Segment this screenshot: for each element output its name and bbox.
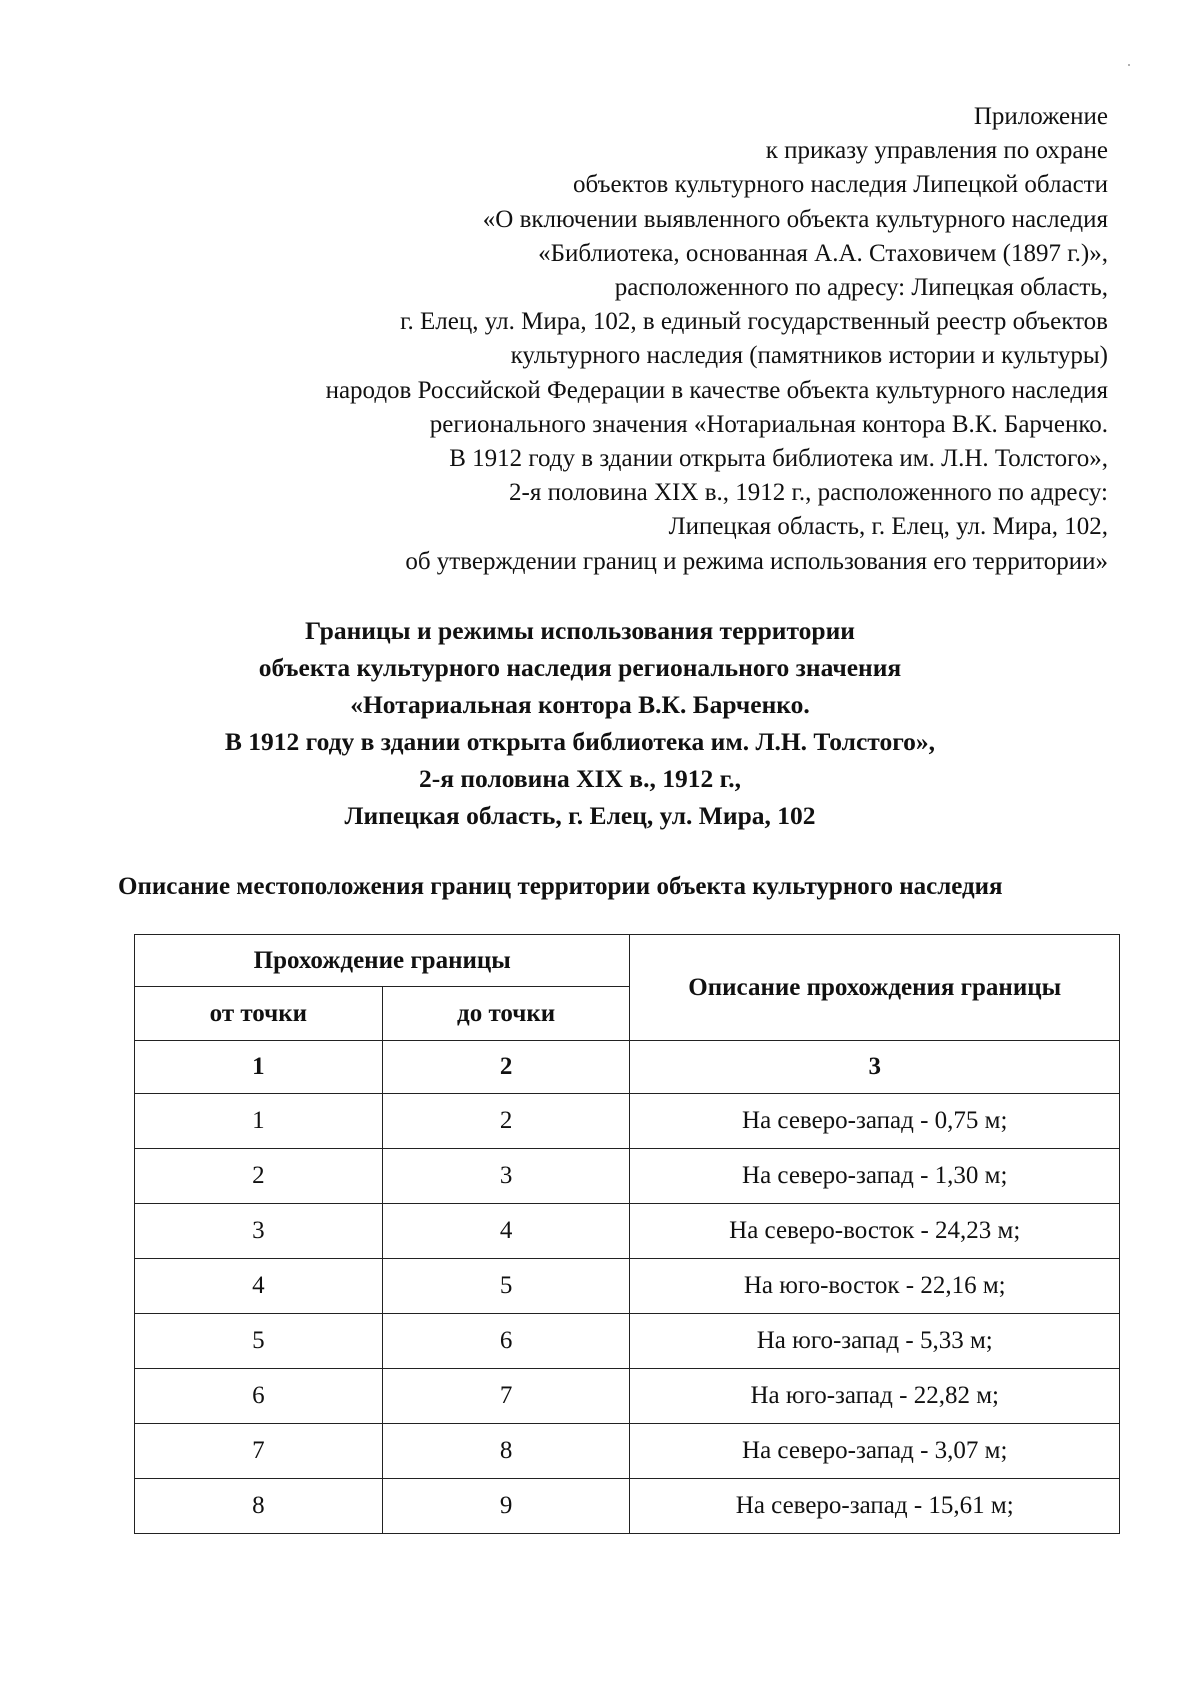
annex-line: г. Елец, ул. Мира, 102, в единый государственный реестр объектов [400, 308, 1108, 336]
header-description: Описание прохождения границы [630, 935, 1120, 1041]
header-boundary-passage: Прохождение границы [135, 935, 630, 987]
to-point-cell: 2 [382, 1094, 630, 1149]
table-row [135, 1259, 1120, 1314]
heading-line: «Нотариальная контора В.К. Барченко. [350, 690, 810, 719]
description-cell: На северо-запад - 3,07 м; [630, 1424, 1120, 1479]
to-point-cell: 8 [382, 1424, 630, 1479]
annex-line: «Библиотека, основанная А.А. Стаховичем (1897 г.)», [538, 239, 1108, 267]
column-number: 1 [135, 1041, 383, 1094]
table-row [135, 1424, 1120, 1479]
to-point-cell: 3 [382, 1149, 630, 1204]
annex-line: Липецкая область, г. Елец, ул. Мира, 102, [668, 513, 1108, 541]
heading-line: Границы и режимы использования территории [305, 616, 855, 645]
annex-line: Приложение [973, 103, 1108, 130]
document-heading [0, 612, 1160, 834]
header-from-point: от точки [135, 987, 383, 1041]
heading-line: 2-я половина XIX в., 1912 г., [418, 764, 742, 793]
from-point-cell: 1 [135, 1094, 383, 1149]
description-cell: На юго-восток - 22,16 м; [630, 1259, 1120, 1314]
section-title: Описание местоположения границ территории объекта культурного наследия [118, 873, 1003, 900]
annex-line: об утверждении границ и режима использования его территории» [405, 547, 1108, 575]
annex-line: «О включении выявленного объекта культурного наследия [482, 205, 1108, 233]
to-point-cell: 6 [382, 1314, 630, 1369]
column-number: 2 [382, 1041, 630, 1094]
description-cell: На северо-запад - 0,75 м; [630, 1094, 1120, 1149]
annex-line: В 1912 году в здании открыта библиотека им. Л.Н. Толстого», [449, 445, 1108, 473]
boundary-table [134, 934, 1120, 1534]
from-point-cell: 5 [135, 1314, 383, 1369]
table-row [135, 1369, 1120, 1424]
table-row [135, 1479, 1120, 1534]
annex-line: к приказу управления по охране [765, 137, 1108, 165]
annex-block [108, 100, 1108, 579]
to-point-cell: 4 [382, 1204, 630, 1259]
heading-line: В 1912 году в здании открыта библиотека им. Л.Н. Толстого», [224, 727, 936, 756]
table-row [135, 1094, 1120, 1149]
description-cell: На северо-восток - 24,23 м; [630, 1204, 1120, 1259]
to-point-cell: 5 [382, 1259, 630, 1314]
description-cell: На северо-запад - 1,30 м; [630, 1149, 1120, 1204]
annex-line: регионального значения «Нотариальная контора В.К. Барченко. [429, 410, 1108, 438]
description-cell: На юго-запад - 5,33 м; [630, 1314, 1120, 1369]
to-point-cell: 9 [382, 1479, 630, 1534]
table-row [135, 1314, 1120, 1369]
annex-line: культурного наследия (памятников истории и культуры) [510, 342, 1108, 370]
to-point-cell: 7 [382, 1369, 630, 1424]
from-point-cell: 3 [135, 1204, 383, 1259]
annex-line: народов Российской Федерации в качестве объекта культурного наследия [325, 376, 1108, 404]
column-number: 3 [630, 1041, 1120, 1094]
from-point-cell: 6 [135, 1369, 383, 1424]
annex-line: объектов культурного наследия Липецкой области [573, 171, 1108, 199]
heading-line: объекта культурного наследия регионального значения [258, 653, 902, 682]
from-point-cell: 2 [135, 1149, 383, 1204]
heading-line: Липецкая область, г. Елец, ул. Мира, 102 [344, 801, 816, 830]
description-cell: На северо-запад - 15,61 м; [630, 1479, 1120, 1534]
table-row [135, 1204, 1120, 1259]
from-point-cell: 8 [135, 1479, 383, 1534]
scan-speck [1128, 64, 1130, 66]
annex-line: расположенного по адресу: Липецкая область, [614, 274, 1108, 302]
description-cell: На юго-запад - 22,82 м; [630, 1369, 1120, 1424]
from-point-cell: 4 [135, 1259, 383, 1314]
header-to-point: до точки [382, 987, 630, 1041]
from-point-cell: 7 [135, 1424, 383, 1479]
table-row [135, 1149, 1120, 1204]
annex-line: 2-я половина XIX в., 1912 г., расположенного по адресу: [509, 479, 1108, 507]
